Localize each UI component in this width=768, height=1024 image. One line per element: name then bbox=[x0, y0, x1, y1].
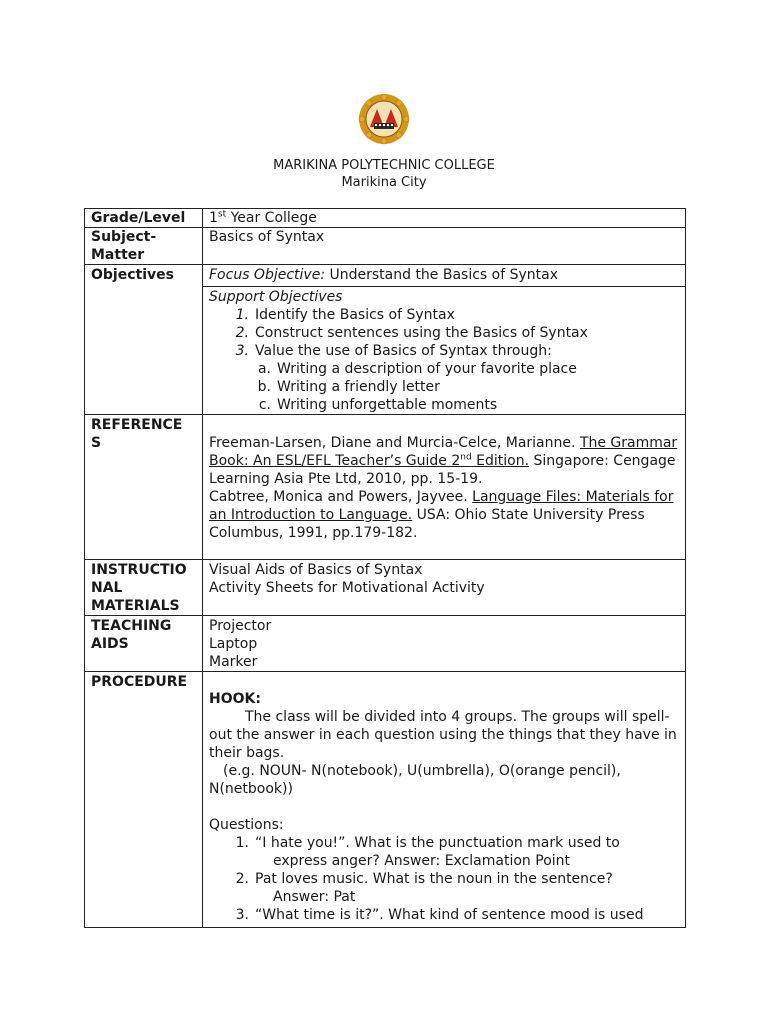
label-subject-matter: Subject- Matter bbox=[85, 228, 203, 265]
row-grade-level bbox=[85, 209, 686, 228]
list-item: 3. Value the use of Basics of Syntax through: bbox=[235, 343, 552, 359]
reference-1: Freeman-Larsen, Diane and Murcia-Celce, Marianne. The Grammar Book: An ESL/EFL Teacher’s Guide 2nd Edition. Singapore: Cengage Learning Asia Pte Ltd, 2010, pp. 15-19. bbox=[209, 435, 678, 487]
college-name: MARIKINA POLYTECHNIC COLLEGE bbox=[273, 158, 495, 173]
list-item: 2. Construct sentences using the Basics of Syntax bbox=[235, 325, 588, 341]
hook-title: HOOK: bbox=[209, 691, 261, 707]
list-item: 3. “What time is it?”. What kind of sentence mood is used bbox=[235, 907, 644, 923]
list-item: Activity Sheets for Motivational Activity bbox=[209, 580, 485, 596]
label-objectives: Objectives bbox=[85, 265, 203, 287]
list-item: Visual Aids of Basics of Syntax bbox=[209, 562, 423, 578]
questions-list bbox=[209, 834, 679, 924]
college-city: Marikina City bbox=[341, 175, 427, 190]
hook-text: The class will be divided into 4 groups. The groups will spell-out the answer in each question using the things that they have in their bags. bbox=[209, 709, 677, 761]
list-item: Laptop bbox=[209, 636, 258, 652]
instructional-materials bbox=[203, 560, 686, 616]
value-subject-matter: Basics of Syntax bbox=[203, 228, 686, 265]
value-grade-level: 1st Year College bbox=[203, 209, 686, 228]
college-seal-icon bbox=[358, 93, 410, 145]
lesson-plan-table bbox=[84, 208, 686, 928]
reference-2: Cabtree, Monica and Powers, Jayvee. Language Files: Materials for an Introduction to Language. USA: Ohio State University Press Columbus, 1991, pp.179-182. bbox=[209, 489, 674, 541]
support-objectives-list bbox=[209, 306, 679, 414]
label-procedure: PROCEDURE bbox=[85, 672, 203, 928]
questions-label: Questions: bbox=[209, 817, 284, 833]
list-item: Marker bbox=[209, 654, 258, 670]
support-objectives bbox=[203, 287, 686, 415]
row-objectives-focus bbox=[85, 265, 686, 287]
label-references: REFERENCE S bbox=[85, 415, 203, 560]
support-objectives-label: Support Objectives bbox=[209, 289, 343, 305]
label-teaching-aids: TEACHING AIDS bbox=[85, 616, 203, 672]
row-references bbox=[85, 415, 686, 560]
label-grade-level: Grade/Level bbox=[85, 209, 203, 228]
label-instructional-materials: INSTRUCTIO NAL MATERIALS bbox=[85, 560, 203, 616]
references bbox=[203, 415, 686, 560]
list-item: a. Writing a description of your favorite place bbox=[257, 361, 577, 377]
row-objectives-support bbox=[85, 287, 686, 415]
list-item: 1. Identify the Basics of Syntax bbox=[235, 307, 455, 323]
hook-example: (e.g. NOUN- N(notebook), U(umbrella), O(orange pencil), N(netbook)) bbox=[209, 763, 621, 797]
teaching-aids bbox=[203, 616, 686, 672]
focus-objective: Focus Objective: Understand the Basics of Syntax bbox=[203, 265, 686, 287]
procedure bbox=[203, 672, 686, 928]
row-procedure bbox=[85, 672, 686, 928]
row-teaching-aids bbox=[85, 616, 686, 672]
list-item: 2. Pat loves music. What is the noun in the sentence? Answer: Pat bbox=[235, 871, 613, 905]
row-instructional-materials bbox=[85, 560, 686, 616]
list-item: Projector bbox=[209, 618, 272, 634]
list-item: c. Writing unforgettable moments bbox=[258, 397, 498, 413]
row-subject-matter bbox=[85, 228, 686, 265]
list-item: 1. “I hate you!”. What is the punctuation mark used to express anger? Answer: Exclamation Point bbox=[235, 835, 620, 869]
list-item: b. Writing a friendly letter bbox=[257, 379, 440, 395]
